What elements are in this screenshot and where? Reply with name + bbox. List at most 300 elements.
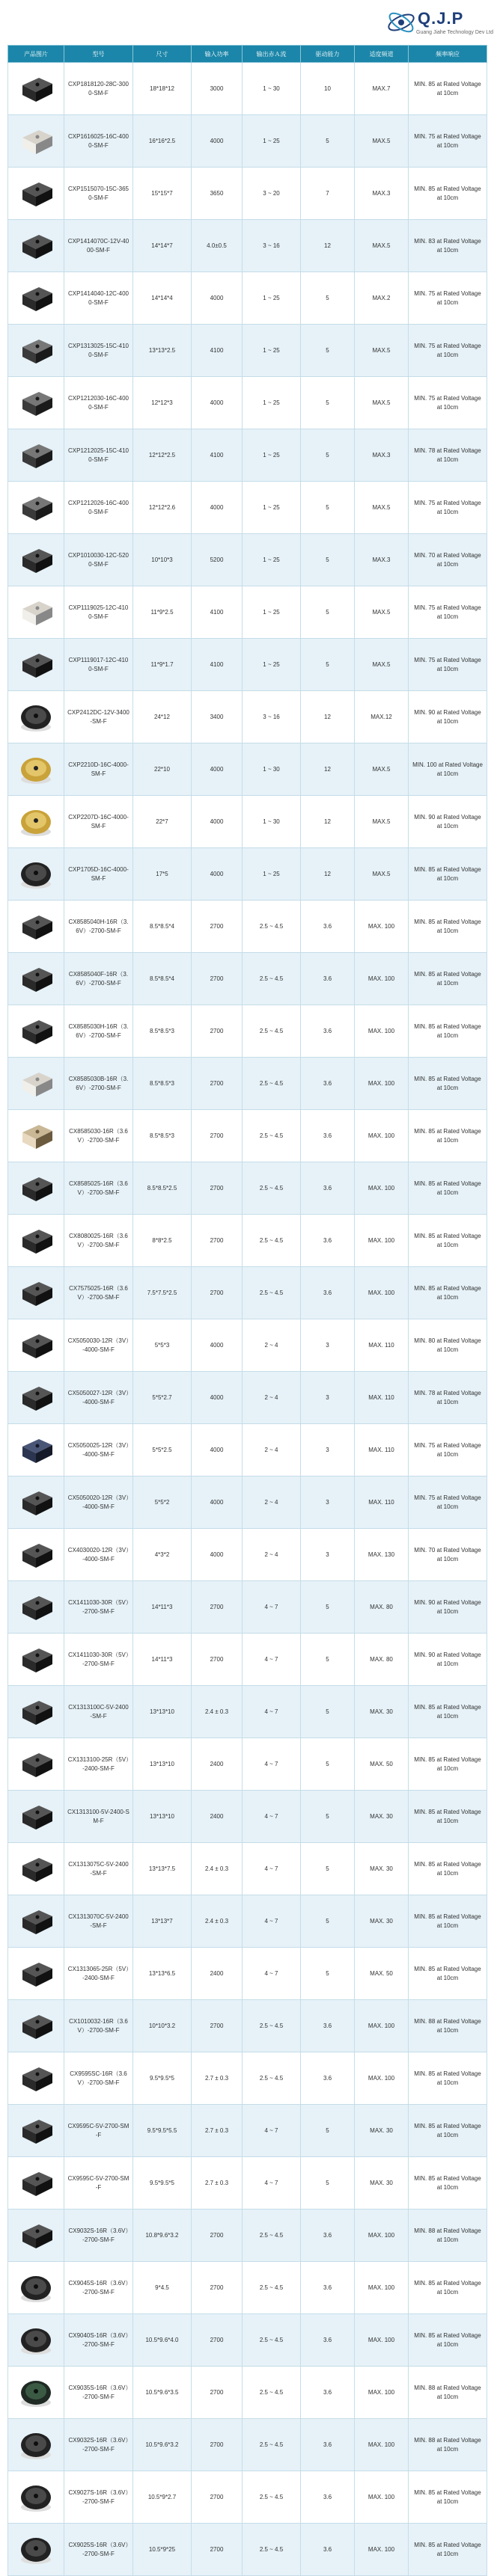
buzzer-product-icon [13,2477,58,2518]
voltage-cell: 1 ~ 30 [243,743,301,796]
table-row [8,63,487,115]
response-cell: MIN. 85 at Rated Voltage at 10cm [409,848,487,901]
channel-cell: MAX. 100 [355,1267,409,1319]
table-row [8,1110,487,1162]
size-cell: 8.5*8.5*4 [133,953,192,1005]
voltage-cell: 1 ~ 25 [243,482,301,534]
size-cell: 14*11*3 [133,1634,192,1686]
voltage-cell: 2.5 ~ 4.5 [243,2000,301,2052]
size-cell: 9*4.5 [133,2262,192,2314]
channel-cell: MAX.5 [355,115,409,168]
voltage-cell: 2 ~ 4 [243,1372,301,1424]
channel-cell: MAX. 30 [355,2157,409,2209]
buzzer-product-icon [13,1640,58,1680]
buzzer-product-icon [13,1221,58,1261]
buzzer-product-icon [13,1273,58,1313]
buzzer-product-icon [13,1954,58,1994]
buzzer-product-icon [13,592,58,633]
model-number: CXP1119017-12C-4100-SM-F [64,639,133,691]
drive-cell: 7 [301,168,355,220]
input-cell: 2700 [192,1634,243,1686]
size-cell: 24*12 [133,691,192,743]
input-cell: 4000 [192,743,243,796]
table-row [8,953,487,1005]
header-input: 输入功率 [192,46,243,63]
buzzer-product-icon [13,2111,58,2151]
buzzer-product-icon [13,121,58,162]
channel-cell: MAX. 110 [355,1372,409,1424]
response-cell: MIN. 83 at Rated Voltage at 10cm [409,220,487,272]
table-row [8,1581,487,1634]
voltage-cell: 2.5 ~ 4.5 [243,2052,301,2105]
model-number: CX1313075C-5V-2400-SM-F [64,1843,133,1895]
channel-cell: MAX.5 [355,848,409,901]
input-cell: 4000 [192,1529,243,1581]
product-image-cell [8,1058,64,1110]
response-cell: MIN. 75 at Rated Voltage at 10cm [409,377,487,429]
header-response: 频率响应 [409,46,487,63]
model-number: CXP1705D-16C-4000-SM-F [64,848,133,901]
model-number: CX1411030-30R（5V）-2700-SM-F [64,1634,133,1686]
input-cell: 2.4 ± 0.3 [192,1895,243,1948]
table-row [8,691,487,743]
product-image-cell [8,2052,64,2105]
channel-cell: MAX. 110 [355,1319,409,1372]
size-cell: 5*5*3 [133,1319,192,1372]
buzzer-product-icon [13,2163,58,2204]
model-number: CX8585025-16R（3.6V）-2700-SM-F [64,1162,133,1215]
size-cell: 13*13*10 [133,1686,192,1738]
model-number: CXP2210D-16C-4000-SM-F [64,743,133,796]
product-image-cell [8,63,64,115]
response-cell: MIN. 100 at Rated Voltage at 10cm [409,743,487,796]
buzzer-product-icon [13,2268,58,2308]
size-cell: 22*7 [133,796,192,848]
voltage-cell: 1 ~ 25 [243,377,301,429]
table-row [8,1634,487,1686]
buzzer-product-icon [13,1744,58,1785]
drive-cell: 3.6 [301,2209,355,2262]
voltage-cell: 2 ~ 4 [243,1476,301,1529]
drive-cell: 5 [301,639,355,691]
buzzer-product-icon [13,854,58,895]
size-cell: 9.5*9.5*5 [133,2157,192,2209]
input-cell: 2700 [192,1162,243,1215]
product-image-cell [8,586,64,639]
channel-cell: MAX. 30 [355,1843,409,1895]
voltage-cell: 1 ~ 25 [243,848,301,901]
model-number: CX5050020-12R（3V）-4000-SM-F [64,1476,133,1529]
drive-cell: 5 [301,1738,355,1791]
input-cell: 4000 [192,1424,243,1476]
buzzer-product-icon [13,1168,58,1209]
product-image-cell [8,953,64,1005]
response-cell: MIN. 88 at Rated Voltage at 10cm [409,2419,487,2471]
input-cell: 2700 [192,1267,243,1319]
channel-cell: MAX.5 [355,586,409,639]
buzzer-product-icon [13,1901,58,1942]
header-drive: 驱动能力 [301,46,355,63]
response-cell: MIN. 90 at Rated Voltage at 10cm [409,1581,487,1634]
voltage-cell: 1 ~ 25 [243,272,301,325]
buzzer-product-icon [13,383,58,423]
channel-cell: MAX.3 [355,168,409,220]
drive-cell: 5 [301,272,355,325]
buzzer-product-icon [13,488,58,528]
input-cell: 4100 [192,586,243,639]
product-image-cell [8,2471,64,2524]
voltage-cell: 1 ~ 25 [243,325,301,377]
buzzer-product-icon [13,331,58,371]
voltage-cell: 4 ~ 7 [243,1843,301,1895]
voltage-cell: 4 ~ 7 [243,2105,301,2157]
response-cell: MIN. 85 at Rated Voltage at 10cm [409,1110,487,1162]
size-cell: 11*9*2.5 [133,586,192,639]
channel-cell: MAX.5 [355,325,409,377]
input-cell: 4000 [192,272,243,325]
size-cell: 13*13*7 [133,1895,192,1948]
product-image-cell [8,1895,64,1948]
buzzer-product-icon [13,1692,58,1732]
buzzer-product-icon [13,2425,58,2465]
voltage-cell: 4 ~ 7 [243,1738,301,1791]
size-cell: 14*14*7 [133,220,192,272]
response-cell: MIN. 75 at Rated Voltage at 10cm [409,115,487,168]
channel-cell: MAX. 110 [355,1424,409,1476]
drive-cell: 5 [301,115,355,168]
model-number: CX1313100C-5V-2400-SM-F [64,1686,133,1738]
product-image-cell [8,796,64,848]
drive-cell: 5 [301,429,355,482]
input-cell: 4100 [192,325,243,377]
channel-cell: MAX. 80 [355,1581,409,1634]
model-number: CX5050027-12R（3V）-4000-SM-F [64,1372,133,1424]
response-cell: MIN. 75 at Rated Voltage at 10cm [409,1476,487,1529]
drive-cell: 3 [301,1476,355,1529]
channel-cell: MAX. 100 [355,2052,409,2105]
response-cell: MIN. 85 at Rated Voltage at 10cm [409,1843,487,1895]
voltage-cell: 1 ~ 25 [243,639,301,691]
buzzer-product-icon [13,1378,58,1418]
product-image-cell [8,1476,64,1529]
size-cell: 14*14*4 [133,272,192,325]
voltage-cell: 2.5 ~ 4.5 [243,2367,301,2419]
channel-cell: MAX. 100 [355,2367,409,2419]
channel-cell: MAX.5 [355,220,409,272]
drive-cell: 3.6 [301,1110,355,1162]
buzzer-product-icon [13,2058,58,2099]
size-cell: 22*10 [133,743,192,796]
product-image-cell [8,1634,64,1686]
size-cell: 9.5*9.5*5.5 [133,2105,192,2157]
response-cell: MIN. 85 at Rated Voltage at 10cm [409,2524,487,2576]
response-cell: MIN. 85 at Rated Voltage at 10cm [409,1267,487,1319]
table-row [8,1215,487,1267]
response-cell: MIN. 75 at Rated Voltage at 10cm [409,639,487,691]
voltage-cell: 2.5 ~ 4.5 [243,1267,301,1319]
channel-cell: MAX. 100 [355,2262,409,2314]
channel-cell: MAX. 130 [355,1529,409,1581]
product-image-cell [8,1738,64,1791]
size-cell: 10.5*9.6*3.5 [133,2367,192,2419]
size-cell: 10*10*3.2 [133,2000,192,2052]
drive-cell: 5 [301,1634,355,1686]
voltage-cell: 2 ~ 4 [243,1424,301,1476]
drive-cell: 3 [301,1372,355,1424]
company-logo [385,4,493,42]
voltage-cell: 4 ~ 7 [243,1948,301,2000]
size-cell: 10*10*3 [133,534,192,586]
response-cell: MIN. 85 at Rated Voltage at 10cm [409,901,487,953]
table-row [8,1686,487,1738]
voltage-cell: 4 ~ 7 [243,1791,301,1843]
table-row [8,168,487,220]
model-number: CX8585040F-16R（3.6V）-2700-SM-F [64,953,133,1005]
response-cell: MIN. 88 at Rated Voltage at 10cm [409,2367,487,2419]
product-image-cell [8,2157,64,2209]
response-cell: MIN. 85 at Rated Voltage at 10cm [409,953,487,1005]
buzzer-product-icon [13,1849,58,1889]
model-number: CXP2207D-16C-4000-SM-F [64,796,133,848]
input-cell: 4000 [192,796,243,848]
response-cell: MIN. 85 at Rated Voltage at 10cm [409,1005,487,1058]
drive-cell: 3 [301,1319,355,1372]
model-number: CX9040S-16R（3.6V）-2700-SM-F [64,2314,133,2367]
channel-cell: MAX. 80 [355,1634,409,1686]
table-row [8,743,487,796]
input-cell: 2700 [192,953,243,1005]
product-image-cell [8,2262,64,2314]
buzzer-product-icon [13,1116,58,1156]
channel-cell: MAX.3 [355,429,409,482]
product-image-cell [8,743,64,796]
drive-cell: 3.6 [301,2314,355,2367]
size-cell: 15*15*7 [133,168,192,220]
input-cell: 4000 [192,115,243,168]
response-cell: MIN. 85 at Rated Voltage at 10cm [409,2314,487,2367]
size-cell: 16*16*2.5 [133,115,192,168]
voltage-cell: 1 ~ 25 [243,534,301,586]
drive-cell: 12 [301,796,355,848]
size-cell: 14*11*3 [133,1581,192,1634]
model-number: CX1313070C-5V-2400-SM-F [64,1895,133,1948]
model-number: CXP1212025-15C-4100-SM-F [64,429,133,482]
model-number: CX7575025-16R（3.6V）-2700-SM-F [64,1267,133,1319]
input-cell: 2400 [192,1738,243,1791]
model-number: CX9595C-5V-2700-SM-F [64,2105,133,2157]
channel-cell: MAX. 100 [355,1005,409,1058]
input-cell: 3400 [192,691,243,743]
product-image-cell [8,1529,64,1581]
channel-cell: MAX. 110 [355,1476,409,1529]
input-cell: 2700 [192,2524,243,2576]
size-cell: 8.5*8.5*3 [133,1058,192,1110]
voltage-cell: 1 ~ 25 [243,586,301,639]
table-row [8,1005,487,1058]
channel-cell: MAX. 30 [355,1791,409,1843]
input-cell: 2400 [192,1948,243,2000]
response-cell: MIN. 85 at Rated Voltage at 10cm [409,1162,487,1215]
model-number: CX8585030H-16R（3.6V）-2700-SM-F [64,1005,133,1058]
table-row [8,429,487,482]
buzzer-product-icon [13,2215,58,2256]
drive-cell: 3.6 [301,1058,355,1110]
header-image: 产品图片 [8,46,64,63]
table-row [8,1424,487,1476]
size-cell: 8.5*8.5*2.5 [133,1162,192,1215]
drive-cell: 12 [301,743,355,796]
table-row [8,377,487,429]
input-cell: 2700 [192,901,243,953]
size-cell: 13*13*7.5 [133,1843,192,1895]
voltage-cell: 3 ~ 20 [243,168,301,220]
product-image-cell [8,2419,64,2471]
drive-cell: 3.6 [301,2367,355,2419]
drive-cell: 3.6 [301,1215,355,1267]
size-cell: 8.5*8.5*4 [133,901,192,953]
response-cell: MIN. 70 at Rated Voltage at 10cm [409,1529,487,1581]
product-image-cell [8,272,64,325]
input-cell: 2700 [192,2000,243,2052]
model-number: CX9032S-16R（3.6V）-2700-SM-F [64,2209,133,2262]
response-cell: MIN. 85 at Rated Voltage at 10cm [409,2157,487,2209]
product-image-cell [8,482,64,534]
voltage-cell: 2 ~ 4 [243,1319,301,1372]
voltage-cell: 3 ~ 16 [243,220,301,272]
table-header-row [8,46,487,63]
model-number: CXP1414040-12C-4000-SM-F [64,272,133,325]
buzzer-product-icon [13,1797,58,1837]
table-row [8,1162,487,1215]
model-number: CX1313100-25R（5V）-2400-SM-F [64,1738,133,1791]
input-cell: 2700 [192,1110,243,1162]
channel-cell: MAX.5 [355,743,409,796]
table-row [8,325,487,377]
channel-cell: MAX. 100 [355,2000,409,2052]
size-cell: 10.5*9*25 [133,2524,192,2576]
product-image-cell [8,220,64,272]
model-number: CX1313065-25R（5V）-2400-SM-F [64,1948,133,2000]
buzzer-product-icon [13,959,58,999]
buzzer-product-icon [13,749,58,790]
table-row [8,2105,487,2157]
size-cell: 10.5*9.6*4.0 [133,2314,192,2367]
product-image-cell [8,1686,64,1738]
model-number: CX8585030B-16R（3.6V）-2700-SM-F [64,1058,133,1110]
channel-cell: MAX.12 [355,691,409,743]
size-cell: 5*5*2.5 [133,1424,192,1476]
table-row [8,272,487,325]
model-number: CXP2412DC-12V-3400-SM-F [64,691,133,743]
input-cell: 2700 [192,2471,243,2524]
voltage-cell: 2.5 ~ 4.5 [243,901,301,953]
input-cell: 4000 [192,1476,243,1529]
model-number: CX1411030-30R（5V）-2700-SM-F [64,1581,133,1634]
model-number: CXP1515070-15C-3650-SM-F [64,168,133,220]
response-cell: MIN. 90 at Rated Voltage at 10cm [409,1634,487,1686]
response-cell: MIN. 80 at Rated Voltage at 10cm [409,1319,487,1372]
product-image-cell [8,1215,64,1267]
input-cell: 4000 [192,848,243,901]
table-row [8,1267,487,1319]
input-cell: 2700 [192,1581,243,1634]
input-cell: 2.7 ± 0.3 [192,2052,243,2105]
model-number: CX9035S-16R（3.6V）-2700-SM-F [64,2367,133,2419]
voltage-cell: 4 ~ 7 [243,1581,301,1634]
buzzer-product-icon [13,1430,58,1471]
channel-cell: MAX.5 [355,377,409,429]
input-cell: 2.4 ± 0.3 [192,1843,243,1895]
model-number: CX9032S-16R（3.6V）-2700-SM-F [64,2419,133,2471]
header-model: 型号 [64,46,133,63]
buzzer-product-icon [13,1482,58,1523]
response-cell: MIN. 85 at Rated Voltage at 10cm [409,1686,487,1738]
product-image-cell [8,1791,64,1843]
model-number: CX8585030-16R（3.6V）-2700-SM-F [64,1110,133,1162]
size-cell: 12*12*2.6 [133,482,192,534]
channel-cell: MAX. 100 [355,1162,409,1215]
channel-cell: MAX.2 [355,272,409,325]
buzzer-product-icon [13,2530,58,2570]
model-number: CXP1212026-16C-4000-SM-F [64,482,133,534]
logo-subtitle: Guang Jiahe Technology Dev Ltd [416,30,493,35]
product-image-cell [8,2105,64,2157]
voltage-cell: 2.5 ~ 4.5 [243,1215,301,1267]
input-cell: 5200 [192,534,243,586]
channel-cell: MAX. 100 [355,1058,409,1110]
input-cell: 2700 [192,2367,243,2419]
model-number: CX9027S-16R（3.6V）-2700-SM-F [64,2471,133,2524]
input-cell: 2700 [192,2314,243,2367]
input-cell: 2.4 ± 0.3 [192,1686,243,1738]
size-cell: 13*13*10 [133,1738,192,1791]
buzzer-product-icon [13,435,58,476]
table-row [8,2000,487,2052]
voltage-cell: 2.5 ~ 4.5 [243,2209,301,2262]
drive-cell: 5 [301,1895,355,1948]
buzzer-product-icon [13,802,58,842]
model-number: CXP1414070C-12V-4000-SM-F [64,220,133,272]
response-cell: MIN. 85 at Rated Voltage at 10cm [409,2471,487,2524]
product-image-cell [8,691,64,743]
buzzer-product-icon [13,1535,58,1575]
buzzer-product-icon [13,1064,58,1104]
table-row [8,2052,487,2105]
table-row [8,1843,487,1895]
product-image-cell [8,168,64,220]
response-cell: MIN. 78 at Rated Voltage at 10cm [409,429,487,482]
table-row [8,796,487,848]
response-cell: MIN. 78 at Rated Voltage at 10cm [409,1372,487,1424]
response-cell: MIN. 75 at Rated Voltage at 10cm [409,482,487,534]
voltage-cell: 2.5 ~ 4.5 [243,1005,301,1058]
channel-cell: MAX. 100 [355,953,409,1005]
input-cell: 3000 [192,63,243,115]
buzzer-product-icon [13,1011,58,1052]
drive-cell: 3.6 [301,901,355,953]
model-number: CX9595C-5V-2700-SM-F [64,2157,133,2209]
input-cell: 2700 [192,1058,243,1110]
voltage-cell: 2.5 ~ 4.5 [243,2471,301,2524]
response-cell: MIN. 85 at Rated Voltage at 10cm [409,2105,487,2157]
size-cell: 9.5*9.5*5 [133,2052,192,2105]
channel-cell: MAX.5 [355,482,409,534]
drive-cell: 5 [301,1843,355,1895]
drive-cell: 10 [301,63,355,115]
channel-cell: MAX. 100 [355,1215,409,1267]
voltage-cell: 3 ~ 16 [243,691,301,743]
response-cell: MIN. 85 at Rated Voltage at 10cm [409,1215,487,1267]
